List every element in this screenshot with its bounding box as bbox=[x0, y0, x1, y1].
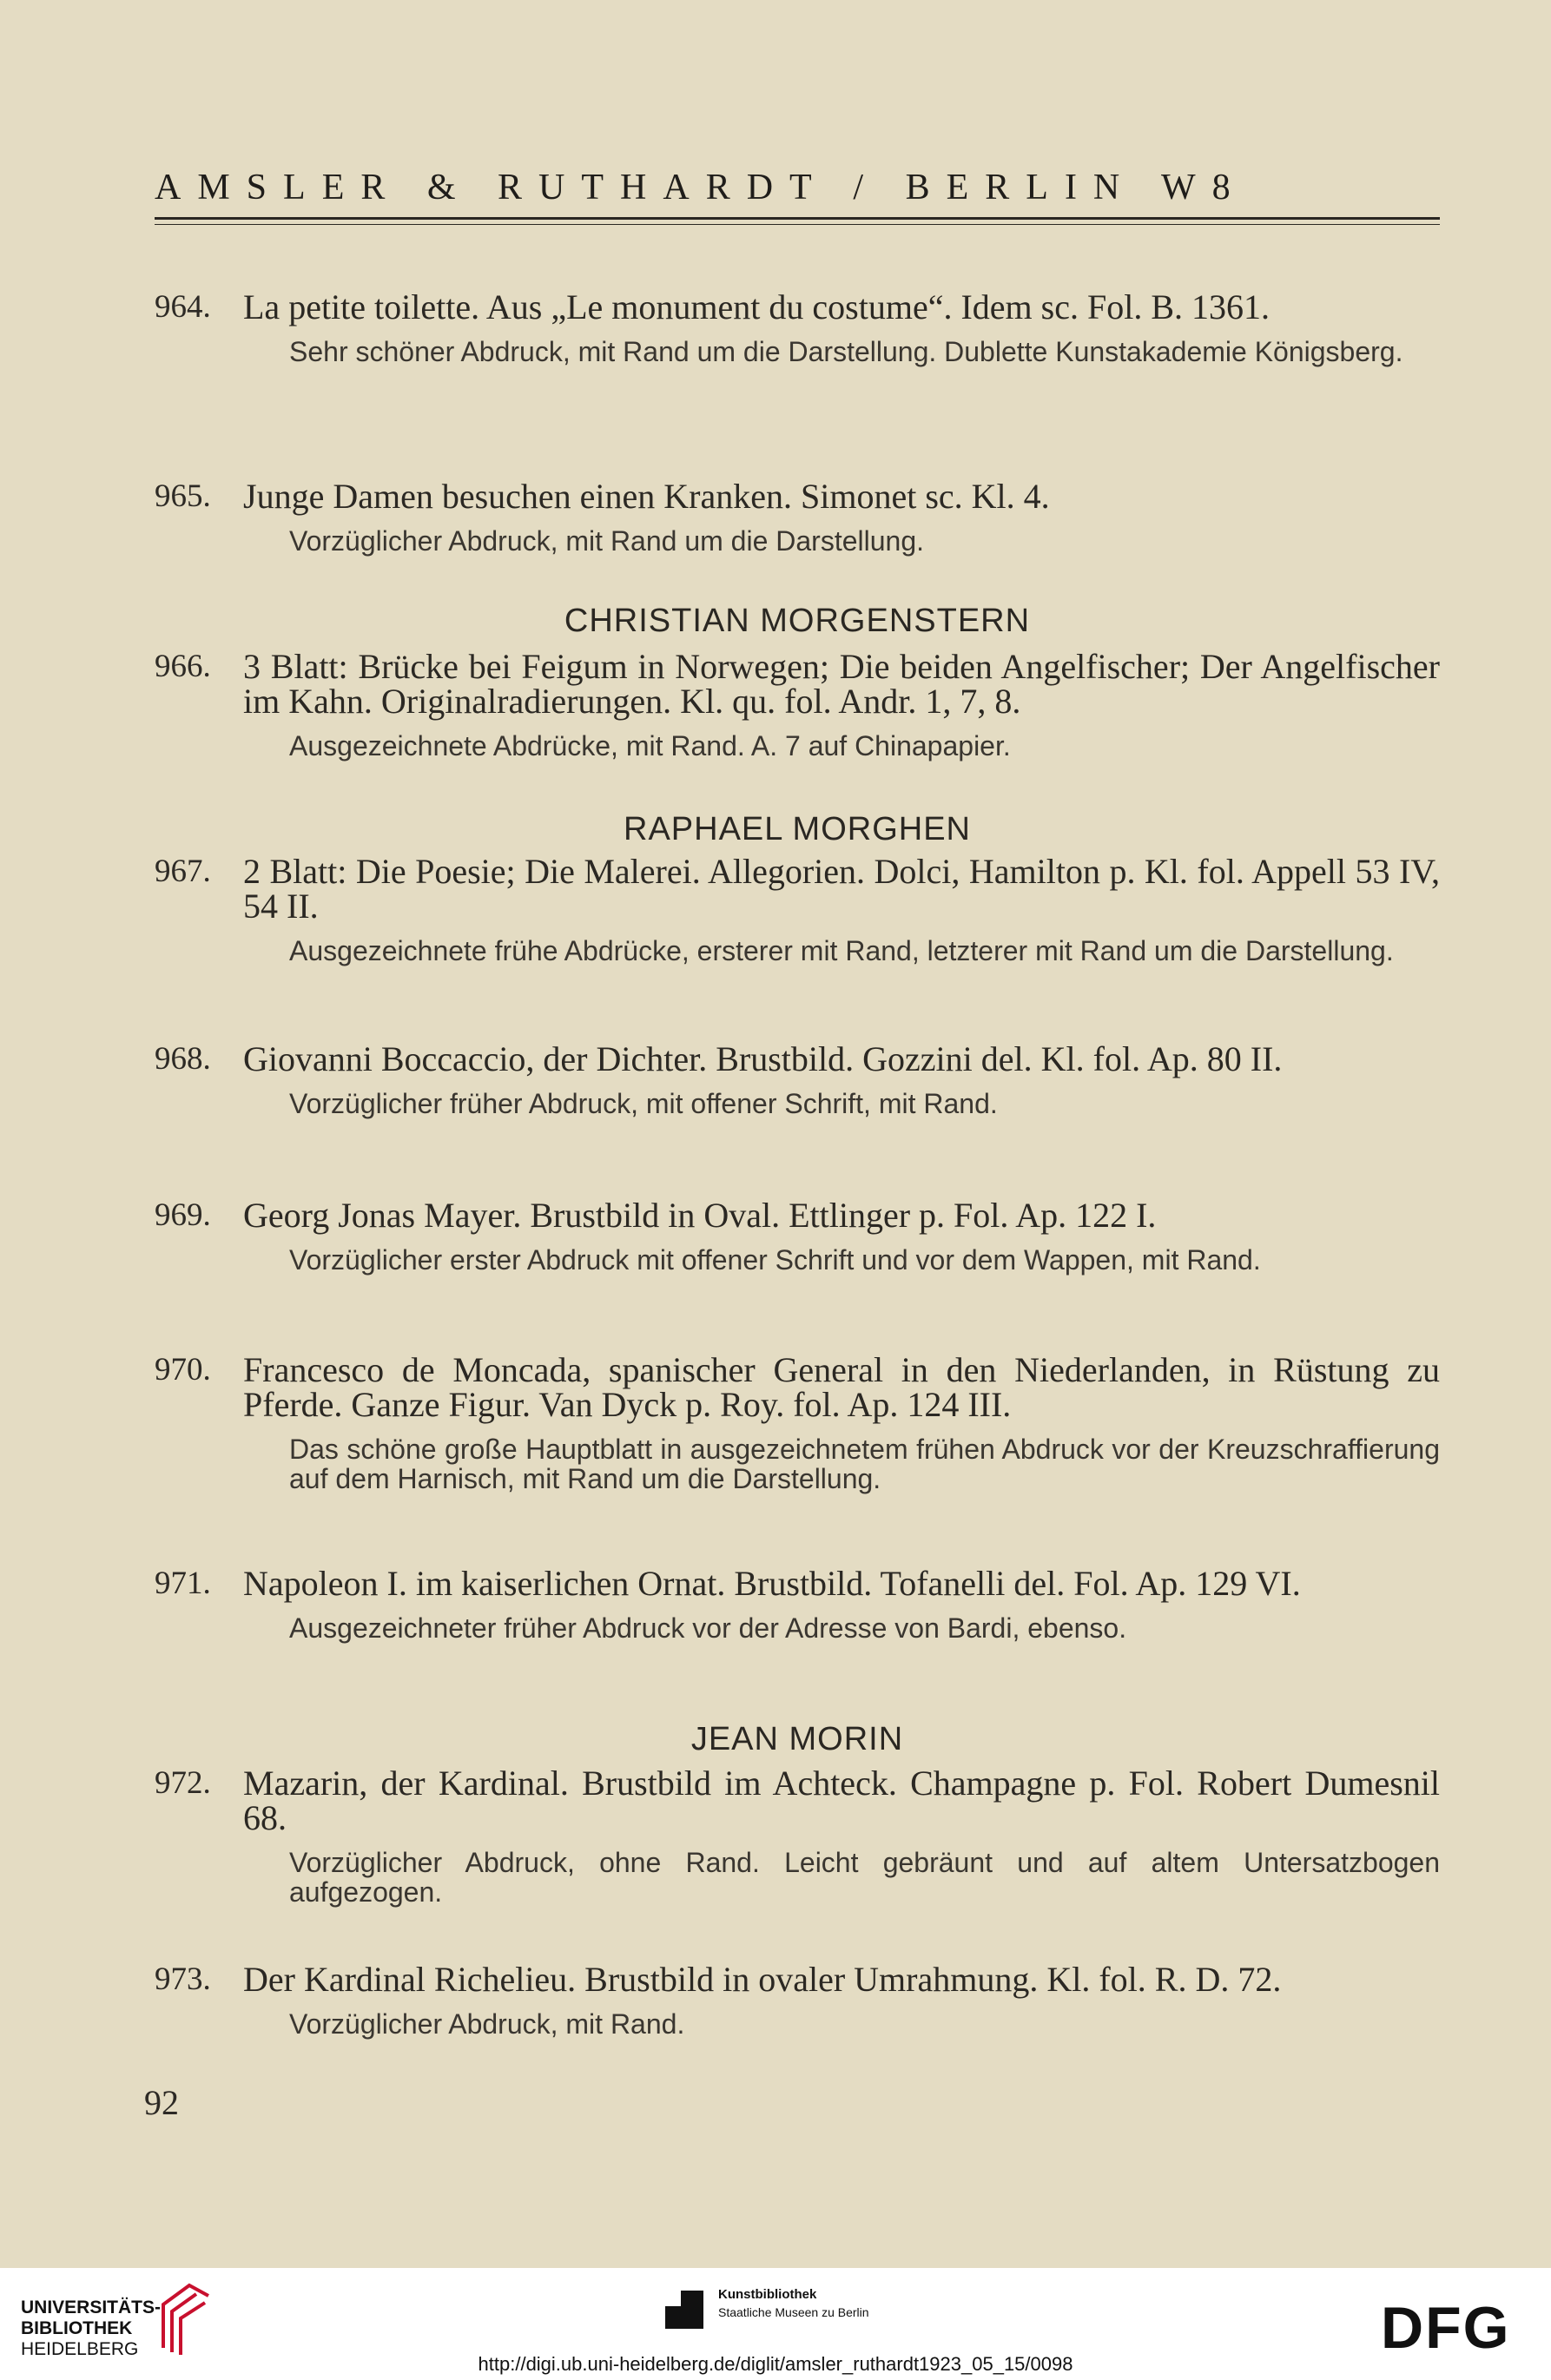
entry-title: Georg Jonas Mayer. Brustbild in Oval. Ettlinger p. Fol. Ap. 122 I. bbox=[243, 1196, 1157, 1235]
ub-line-1: UNIVERSITÄTS- bbox=[21, 2298, 162, 2317]
entry-title: Napoleon I. im kaiserlichen Ornat. Brustbild. Tofanelli del. Fol. Ap. 129 VI. bbox=[243, 1564, 1301, 1603]
entry-note: Vorzüglicher Abdruck, mit Rand. bbox=[289, 2008, 685, 2040]
catalog-entry-973 bbox=[155, 1962, 1440, 2039]
running-header: AMSLER & RUTHARDT / BERLIN W8 bbox=[155, 168, 1247, 208]
entry-number: 964. bbox=[155, 289, 211, 325]
artist-heading-morin: JEAN MORIN bbox=[690, 1721, 904, 1757]
digitization-footer bbox=[0, 2268, 1551, 2380]
dfg-logo[interactable]: DFG bbox=[1381, 2295, 1511, 2361]
ub-line-3: HEIDELBERG bbox=[21, 2339, 139, 2359]
entry-number: 971. bbox=[155, 1566, 211, 1601]
artist-heading-morgenstern: CHRISTIAN MORGENSTERN bbox=[564, 603, 1031, 639]
permalink-url[interactable]: http://digi.ub.uni-heidelberg.de/diglit/amsler_ruthardt1923_05_15/0098 bbox=[478, 2353, 1073, 2375]
entry-note: Vorzüglicher erster Abdruck mit offener Schrift und vor dem Wappen, mit Rand. bbox=[289, 1244, 1261, 1276]
ub-heidelberg-label bbox=[21, 2298, 161, 2360]
catalog-entry-967 bbox=[155, 854, 1440, 966]
page-number: 92 bbox=[144, 2083, 179, 2122]
catalog-entry-970 bbox=[155, 1350, 1440, 1494]
entry-number: 967. bbox=[155, 854, 211, 889]
entry-title: Der Kardinal Richelieu. Brustbild in ovaler Umrahmung. Kl. fol. R. D. 72. bbox=[243, 1960, 1282, 1999]
entry-number: 966. bbox=[155, 649, 211, 684]
entry-title: Mazarin, der Kardinal. Brustbild im Achteck. Champagne p. Fol. Robert Dumesnil 68. bbox=[243, 1764, 1440, 1837]
entry-note: Vorzüglicher Abdruck, ohne Rand. Leicht gebräunt und auf altem Untersatzbogen aufgezogen. bbox=[289, 1847, 1440, 1908]
catalog-entry-969 bbox=[155, 1198, 1440, 1275]
entry-number: 970. bbox=[155, 1352, 211, 1388]
entry-number: 973. bbox=[155, 1961, 211, 1997]
kb-line-1: Kunstbibliothek bbox=[718, 2287, 817, 2302]
entry-number: 972. bbox=[155, 1765, 211, 1801]
entry-note: Ausgezeichnete Abdrücke, mit Rand. A. 7 auf Chinapapier. bbox=[289, 730, 1011, 761]
kunstbibliothek-logo-icon[interactable] bbox=[660, 2285, 709, 2334]
entry-note: Vorzüglicher früher Abdruck, mit offener Schrift, mit Rand. bbox=[289, 1088, 998, 1119]
header-rule-thin bbox=[155, 224, 1440, 225]
catalog-entry-968 bbox=[155, 1039, 1440, 1119]
catalog-entry-971 bbox=[155, 1566, 1440, 1643]
catalog-entry-964 bbox=[155, 287, 1440, 367]
ub-line-2: BIBLIOTHEK bbox=[21, 2318, 133, 2338]
entry-title: La petite toilette. Aus „Le monument du costume“. Idem sc. Fol. B. 1361. bbox=[243, 287, 1270, 326]
ub-heidelberg-logo-icon[interactable] bbox=[155, 2278, 215, 2357]
entry-note: Das schöne große Hauptblatt in ausgezeichnetem frühen Abdruck vor der Kreuzschraffierung auf dem Harnisch, mit Rand um die Darstellung. bbox=[289, 1434, 1440, 1494]
entry-title: 2 Blatt: Die Poesie; Die Malerei. Allegorien. Dolci, Hamilton p. Kl. fol. Appell 53 IV, 54 II. bbox=[243, 852, 1440, 926]
catalog-entry-972 bbox=[155, 1766, 1440, 1907]
entry-number: 969. bbox=[155, 1197, 211, 1233]
entry-number: 968. bbox=[155, 1041, 211, 1077]
artist-heading-morghen: RAPHAEL MORGHEN bbox=[624, 811, 971, 847]
entry-note: Ausgezeichneter früher Abdruck vor der Adresse von Bardi, ebenso. bbox=[289, 1612, 1127, 1644]
header-rule-thick bbox=[155, 217, 1440, 220]
entry-number: 965. bbox=[155, 478, 211, 514]
kb-line-2: Staatliche Museen zu Berlin bbox=[718, 2305, 869, 2319]
entry-title: Giovanni Boccaccio, der Dichter. Brustbild. Gozzini del. Kl. fol. Ap. 80 II. bbox=[243, 1039, 1283, 1078]
entry-title: Francesco de Moncada, spanischer General in den Niederlanden, in Rüstung zu Pferde. Ganze Figur. Van Dyck p. Roy. fol. Ap. 124 III. bbox=[243, 1350, 1440, 1424]
entry-note: Ausgezeichnete frühe Abdrücke, ersterer mit Rand, letzterer mit Rand um die Darstellung. bbox=[289, 935, 1394, 966]
catalog-entry-965 bbox=[155, 479, 1440, 556]
entry-note: Sehr schöner Abdruck, mit Rand um die Darstellung. Dublette Kunstakademie Königsberg. bbox=[289, 336, 1403, 367]
entry-title: Junge Damen besuchen einen Kranken. Simonet sc. Kl. 4. bbox=[243, 477, 1050, 516]
kunstbibliothek-label bbox=[718, 2285, 869, 2321]
catalog-entry-966 bbox=[155, 649, 1440, 761]
entry-title: 3 Blatt: Brücke bei Feigum in Norwegen; Die beiden Angelfischer; Der Angelfischer im Kahn. Originalradierungen. Kl. qu. fol. Andr. 1, 7, 8. bbox=[243, 647, 1440, 721]
entry-note: Vorzüglicher Abdruck, mit Rand um die Darstellung. bbox=[289, 525, 925, 557]
